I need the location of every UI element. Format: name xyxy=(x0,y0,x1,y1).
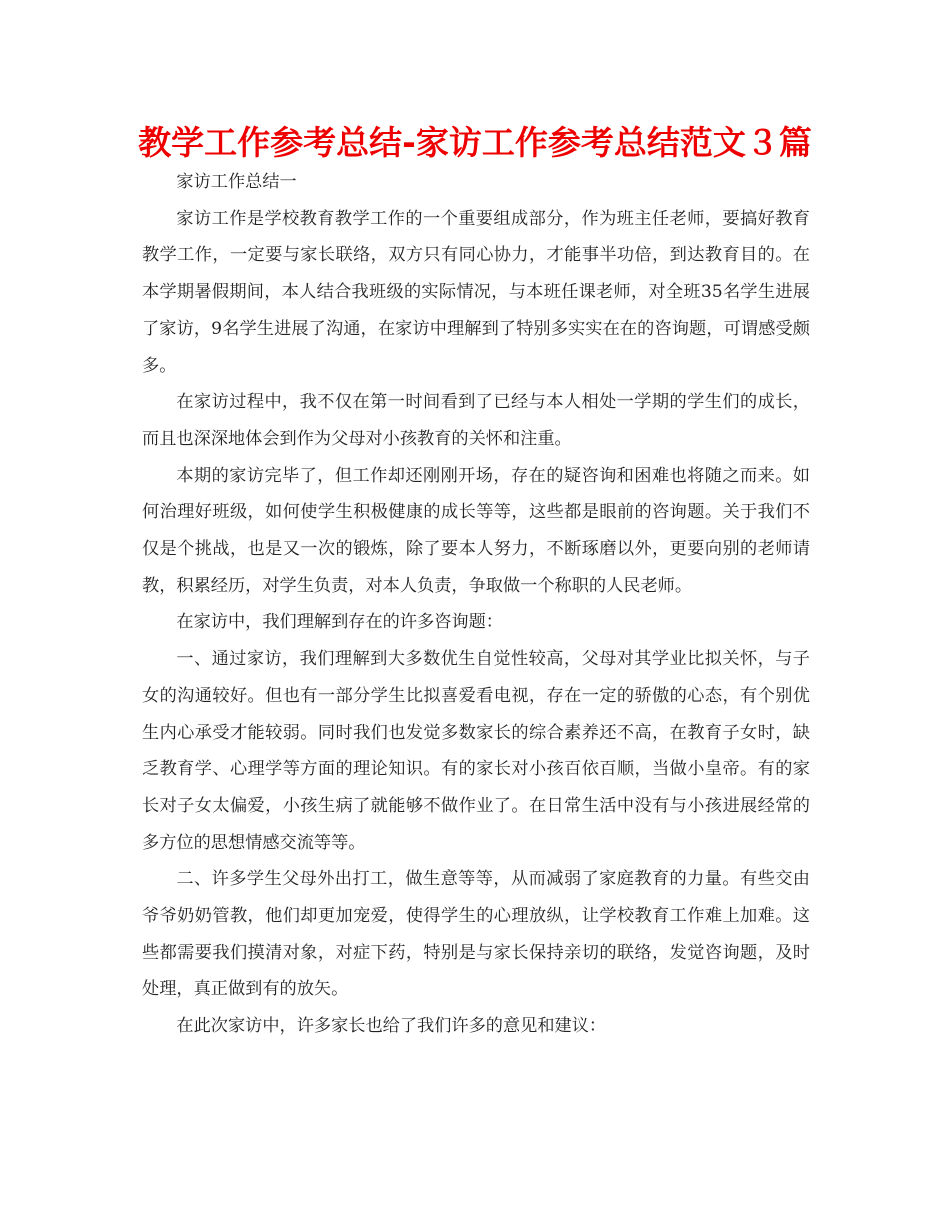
body-paragraph: 在家访过程中，我不仅在第一时间看到了已经与本人相处一学期的学生们的成长，而且也深深地体会到作为父母对小孩教育的关怀和注重。 xyxy=(142,392,810,449)
body-paragraph: 在此次家访中，许多家长也给了我们许多的意见和建议： xyxy=(176,1016,607,1037)
section-heading: 家访工作总结一 xyxy=(176,172,297,192)
document-body xyxy=(142,164,810,1045)
body-paragraph: 二、许多学生父母外出打工，做生意等等，从而减弱了家庭教育的力量。有些交由爷爷奶奶管教，他们却更加宠爱，使得学生的心理放纵，让学校教育工作难上加难。这些都需要我们摸清对象，对症下药，特别是与家长保持亲切的联络，发觉咨询题，及时处理，真正做到有的放矢。 xyxy=(142,869,810,1000)
document-title: 教学工作参考总结-家访工作参考总结范文３篇 xyxy=(138,123,812,162)
body-paragraph: 家访工作是学校教育教学工作的一个重要组成部分，作为班主任老师，要搞好教育教学工作，一定要与家长联络，双方只有同心协力，才能事半功倍，到达教育目的。在本学期暑假期间，本人结合我班级的实际情况，与本班任课老师，对全班35名学生进展了家访，9名学生进展了沟通，在家访中理解到了特别多实实在在的咨询题，可谓感受颇多。 xyxy=(142,208,810,376)
body-paragraph: 一、通过家访，我们理解到大多数优生自觉性较高，父母对其学业比拟关怀，与子女的沟通较好。但也有一部分学生比拟喜爱看电视，存在一定的骄傲的心态，有个别优生内心承受才能较弱。同时我们也发觉多数家长的综合素养还不高，在教育子女时，缺乏教育学、心理学等方面的理论知识。有的家长对小孩百依百顺，当做小皇帝。有的家长对子女太偏爱，小孩生病了就能够不做作业了。在日常生活中没有与小孩进展经常的多方位的思想情感交流等等。 xyxy=(142,649,810,853)
body-paragraph: 本期的家访完毕了，但工作却还刚刚开场，存在的疑咨询和困难也将随之而来。如何治理好班级，如何使学生积极健康的成长等等，这些都是眼前的咨询题。关于我们不仅是个挑战，也是又一次的锻炼，除了要本人努力，不断琢磨以外，更要向别的老师请教，积累经历，对学生负责，对本人负责，争取做一个称职的人民老师。 xyxy=(142,465,810,596)
body-paragraph: 在家访中，我们理解到存在的许多咨询题： xyxy=(176,612,503,633)
